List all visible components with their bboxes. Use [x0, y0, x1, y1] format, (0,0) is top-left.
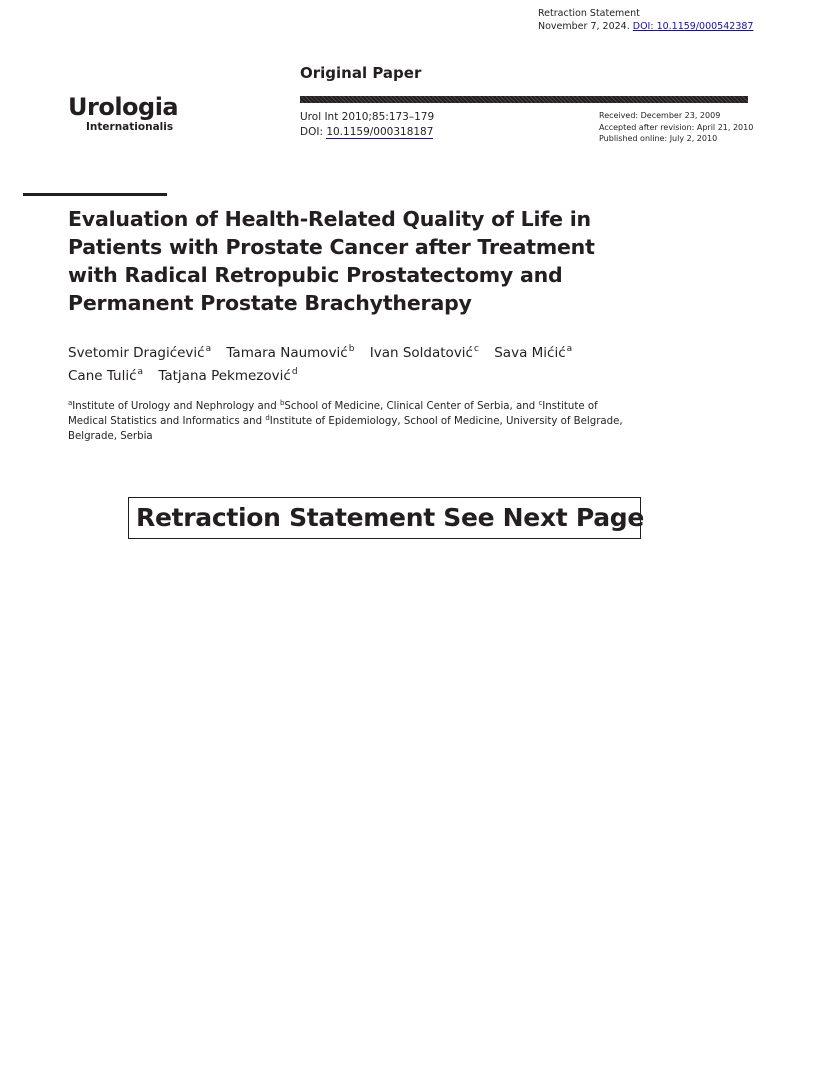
author-name: Ivan Soldatović — [369, 345, 473, 361]
author-affiliation-mark: c — [473, 344, 479, 354]
author — [68, 345, 211, 361]
author-affiliation-mark: a — [566, 344, 573, 354]
author-affiliation-mark: b — [348, 344, 355, 354]
affiliation-text: Institute of Epidemiology, School of Medicine, University of Belgrade, Belgrade, Serbia — [68, 416, 623, 442]
retraction-statement-box — [128, 497, 645, 539]
retraction-note-date: November 7, 2024. — [538, 21, 633, 32]
affiliation-text: Institute of Medical Statistics and Informatics and — [68, 401, 598, 427]
title-line: Evaluation of Health-Related Quality of Life in — [68, 207, 591, 231]
journal-logo-name: Urologia — [68, 93, 179, 121]
affiliations — [68, 399, 633, 444]
author-name: Svetomir Dragićević — [68, 345, 205, 361]
author — [68, 368, 143, 384]
citation-doi-label: DOI: — [300, 126, 327, 138]
affiliation-mark: d — [265, 414, 270, 422]
author-name: Tatjana Pekmezović — [158, 368, 291, 384]
article-title — [68, 205, 628, 317]
author-affiliation-mark: a — [205, 344, 212, 354]
title-rule — [23, 193, 167, 196]
citation-doi-link[interactable]: 10.1159/000318187 — [326, 126, 434, 138]
author — [370, 345, 479, 361]
title-line: Permanent Prostate Brachytherapy — [68, 291, 472, 315]
author — [226, 345, 354, 361]
journal-logo-subtitle: Internationalis — [86, 121, 174, 133]
retraction-note-title: Retraction Statement — [538, 8, 640, 19]
citation-block — [300, 110, 434, 140]
author-affiliation-mark: a — [137, 367, 144, 377]
section-heading: Original Paper — [300, 64, 422, 82]
received-date: Received: December 23, 2009 — [599, 111, 721, 120]
affiliation-mark: a — [68, 399, 73, 407]
author-name: Tamara Naumović — [226, 345, 348, 361]
author-name: Cane Tulić — [68, 368, 137, 384]
author-affiliation-mark: d — [291, 367, 298, 377]
section-divider-bar — [300, 96, 748, 103]
title-line: Patients with Prostate Cancer after Treatment — [68, 235, 595, 259]
author — [494, 345, 572, 361]
citation-ref: Urol Int 2010;85:173–179 — [300, 111, 435, 123]
author-list — [68, 342, 628, 388]
affiliation-mark: b — [279, 399, 285, 407]
retraction-doi-link[interactable]: DOI: 10.1159/000542387 — [632, 21, 754, 32]
author — [158, 368, 297, 384]
affiliation-text: School of Medicine, Clinical Center of Serbia, and — [284, 401, 539, 412]
accepted-date: Accepted after revision: April 21, 2010 — [599, 122, 754, 132]
retraction-note — [538, 7, 753, 33]
retraction-statement-text: Retraction Statement See Next Page — [136, 503, 645, 532]
published-date: Published online: July 2, 2010 — [599, 134, 718, 143]
affiliation-text: Institute of Urology and Nephrology and — [72, 401, 280, 412]
affiliation-mark: c — [538, 399, 543, 407]
author-name: Sava Mićić — [494, 345, 566, 361]
citation-doi-line — [300, 125, 434, 140]
title-line: with Radical Retropubic Prostatectomy and — [68, 263, 563, 287]
article-dates — [599, 110, 753, 145]
retraction-note-date-line — [538, 20, 753, 33]
